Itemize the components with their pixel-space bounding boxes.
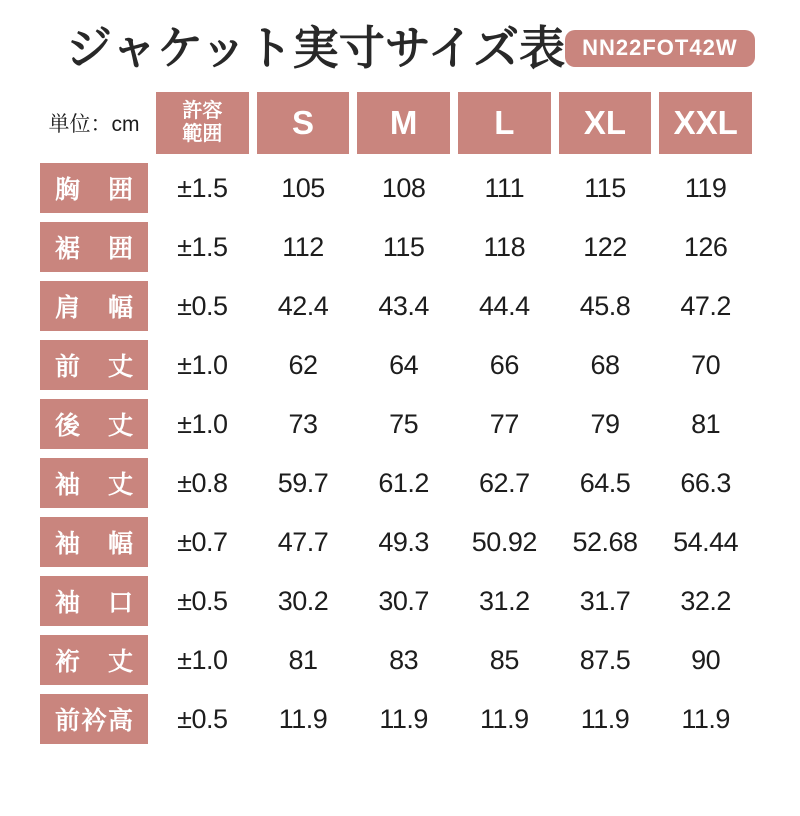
row-label [40,694,148,744]
size-header-s: S [257,92,350,154]
size-chart-page [0,16,800,816]
row-label [40,340,148,390]
unit-label: 単位：cm [40,92,148,154]
row-label-char: 袖 [55,471,81,499]
value-cell: 44.4 [479,290,530,321]
value-cell: 66.3 [680,467,731,498]
value-cell: 45.8 [579,290,631,321]
value-cell: 111 [484,172,525,203]
row-label-char: 後 [55,412,81,440]
row-label-char: 胸 [55,176,81,204]
value-cell: 75 [389,408,419,439]
tolerance-header-line: 許容 [182,100,223,122]
tolerance-cell: ±1.5 [177,172,228,203]
tolerance-header [156,92,249,154]
row-label-char: 口 [107,589,133,617]
value-cell: 49.3 [378,526,429,557]
value-cell: 30.7 [378,585,429,616]
value-cell: 54.44 [673,526,739,557]
value-cell: 126 [683,231,728,262]
value-cell: 66 [489,349,519,380]
value-cell: 85 [489,644,519,675]
row-label-char: 幅 [107,530,133,558]
value-cell: 64 [389,349,419,380]
value-cell: 79 [590,408,620,439]
value-cell: 122 [583,231,627,262]
value-cell: 115 [382,231,425,262]
row-label [40,576,148,626]
size-header-m: M [357,92,450,154]
value-cell: 11.9 [480,703,529,734]
row-label-char: 袖 [55,589,81,617]
row-label [40,163,148,213]
row-label-char: 裾 [55,235,81,263]
product-code-badge: NN22FOT42W [565,30,754,67]
size-header-l: L [458,92,551,154]
tolerance-cell: ±1.5 [177,231,228,262]
row-label [40,517,148,567]
tolerance-cell: ±1.0 [177,644,228,675]
tolerance-cell: ±1.0 [177,349,228,380]
tolerance-cell: ±0.5 [177,703,228,734]
size-header-xl: XL [559,92,652,154]
row-label-char: 丈 [107,471,133,499]
value-cell: 43.4 [378,290,429,321]
row-label [40,399,148,449]
value-cell: 50.92 [471,526,537,557]
value-cell: 81 [288,644,318,675]
value-cell: 31.2 [479,585,530,616]
row-label [40,635,148,685]
row-label-char: 丈 [107,353,133,381]
value-cell: 112 [282,231,324,262]
size-header-xxl: XXL [659,92,752,154]
row-label [40,458,148,508]
value-cell: 108 [381,172,426,203]
row-label-char: 幅 [107,294,133,322]
size-table [40,92,752,744]
row-label-char: 丈 [107,648,133,676]
value-cell: 32.2 [680,585,731,616]
page-title: ジャケット実寸サイズ表 [66,21,566,74]
value-cell: 11.9 [379,703,428,734]
value-cell: 52.68 [572,526,638,557]
row-label [40,281,148,331]
value-cell: 70 [691,349,721,380]
value-cell: 90 [691,644,721,675]
value-cell: 47.2 [680,290,731,321]
value-cell: 59.7 [277,467,329,498]
value-cell: 11.9 [580,703,630,734]
tolerance-cell: ±0.5 [177,585,228,616]
row-label-char: 前 [55,707,81,735]
value-cell: 77 [489,408,519,439]
tolerance-cell: ±0.5 [177,290,228,321]
value-cell: 87.5 [579,644,631,675]
row-label-char: 囲 [107,235,133,263]
row-label [40,222,148,272]
value-cell: 30.2 [277,585,329,616]
value-cell: 11.9 [278,703,328,734]
tolerance-cell: ±1.0 [177,408,228,439]
header [40,16,752,80]
value-cell: 64.5 [579,467,631,498]
value-cell: 68 [590,349,620,380]
row-label-char: 袖 [55,530,81,558]
value-cell: 47.7 [277,526,329,557]
row-label-char: 高 [107,707,133,735]
value-cell: 119 [684,172,727,203]
row-label-char: 衿 [81,707,107,735]
row-label-char: 囲 [107,176,133,204]
value-cell: 118 [483,231,526,262]
value-cell: 105 [281,172,325,203]
tolerance-cell: ±0.8 [177,467,228,498]
tolerance-cell: ±0.7 [177,526,228,557]
tolerance-header-line: 範囲 [182,123,223,145]
value-cell: 81 [691,408,721,439]
value-cell: 83 [389,644,419,675]
value-cell: 62 [288,349,318,380]
row-label-char: 肩 [55,294,81,322]
value-cell: 11.9 [681,703,730,734]
value-cell: 62.7 [479,467,530,498]
value-cell: 115 [584,172,626,203]
row-label-char: 丈 [107,412,133,440]
row-label-char: 裄 [55,648,81,676]
value-cell: 31.7 [579,585,631,616]
value-cell: 42.4 [277,290,329,321]
value-cell: 61.2 [378,467,429,498]
value-cell: 73 [288,408,318,439]
row-label-char: 前 [55,353,81,381]
